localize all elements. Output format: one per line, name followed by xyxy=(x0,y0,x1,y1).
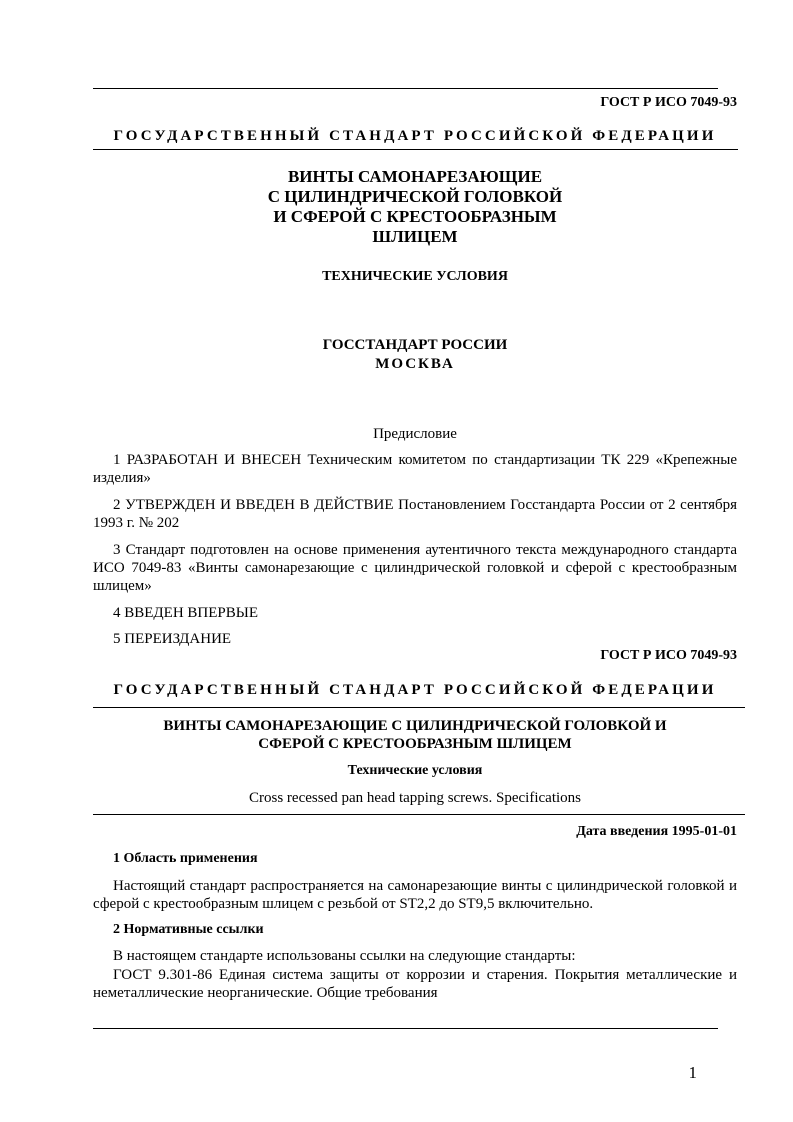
foreword-item-text: 5 ПЕРЕИЗДАНИЕ xyxy=(113,631,232,647)
section1-heading: 1 Область применения xyxy=(113,851,258,866)
section1-text: Настоящий стандарт распространяется на самонарезающие винты с цилиндрической головкой и сферой с крестообразным шлицем с резьбой от ST2,2 до ST9,5 включительно. xyxy=(93,878,737,912)
foreword-item xyxy=(93,451,737,487)
foreword-heading: Предисловие xyxy=(373,426,457,442)
main-title-rule xyxy=(93,814,745,815)
section2-intro: В настоящем стандарте использованы ссылки на следующие стандарты: xyxy=(113,948,576,964)
cover-title-line: С ЦИЛИНДРИЧЕСКОЙ ГОЛОВКОЙ xyxy=(267,187,563,206)
foreword-item xyxy=(93,496,737,532)
main-federation-rule xyxy=(93,707,745,708)
section1-paragraph xyxy=(93,877,737,913)
top-rule xyxy=(93,88,718,89)
foreword-item xyxy=(93,541,737,595)
foreword-item xyxy=(113,604,733,622)
cover-publisher xyxy=(93,336,737,374)
publisher-name: ГОССТАНДАРТ РОССИИ xyxy=(322,337,508,353)
cover-standard-number: ГОСТ Р ИСО 7049-93 xyxy=(600,95,737,110)
cover-title-line: ШЛИЦЕМ xyxy=(372,227,458,246)
cover-title-line: ВИНТЫ САМОНАРЕЗАЮЩИЕ xyxy=(287,167,543,186)
page-number: 1 xyxy=(688,1063,697,1082)
foreword-item-text: 4 ВВЕДЕН ВПЕРВЫЕ xyxy=(113,605,258,621)
foreword-item-text: 3 Стандарт подготовлен на основе применения аутентичного текста международного стандарта ИСО 7049-83 «Винты самонарезающие с цилиндрической головкой и сферой с крестообразным шлицем» xyxy=(93,542,737,594)
main-standard-number: ГОСТ Р ИСО 7049-93 xyxy=(600,648,737,663)
introduction-date: Дата введения 1995-01-01 xyxy=(576,824,737,839)
cover-title-line: И СФЕРОЙ С КРЕСТООБРАЗНЫМ xyxy=(273,207,557,226)
section2-heading: 2 Нормативные ссылки xyxy=(113,922,264,937)
publisher-city: МОСКВА xyxy=(375,356,455,372)
main-title-line: СФЕРОЙ С КРЕСТООБРАЗНЫМ ШЛИЦЕМ xyxy=(258,736,572,752)
foreword-item-text: 1 РАЗРАБОТАН И ВНЕСЕН Техническим комитетом по стандартизации ТК 229 «Крепежные изделия» xyxy=(93,452,737,486)
foreword-item-text: 2 УТВЕРЖДЕН И ВВЕДЕН В ДЕЙСТВИЕ Постановлением Госстандарта России от 2 сентября 1993 г. № 202 xyxy=(93,497,737,531)
section2-reference xyxy=(93,966,737,1002)
foreword-item xyxy=(113,630,733,648)
main-subtitle: Технические условия xyxy=(347,763,483,778)
cover-federation-rule xyxy=(93,149,738,150)
main-federation-heading: ГОСУДАРСТВЕННЫЙ СТАНДАРТ РОССИЙСКОЙ ФЕДЕРАЦИИ xyxy=(113,682,717,698)
section2-reference-text: ГОСТ 9.301-86 Единая система защиты от коррозии и старения. Покрытия металлические и неметаллические неорганические. Общие требования xyxy=(93,967,737,1001)
cover-title xyxy=(93,167,737,247)
cover-federation-heading: ГОСУДАРСТВЕННЫЙ СТАНДАРТ РОССИЙСКОЙ ФЕДЕРАЦИИ xyxy=(113,128,717,144)
main-title xyxy=(93,717,737,753)
bottom-rule xyxy=(93,1028,718,1029)
cover-subtitle: ТЕХНИЧЕСКИЕ УСЛОВИЯ xyxy=(322,269,508,284)
main-title-line: ВИНТЫ САМОНАРЕЗАЮЩИЕ С ЦИЛИНДРИЧЕСКОЙ ГОЛОВКОЙ И xyxy=(163,718,667,734)
english-title: Cross recessed pan head tapping screws. Specifications xyxy=(249,790,581,806)
